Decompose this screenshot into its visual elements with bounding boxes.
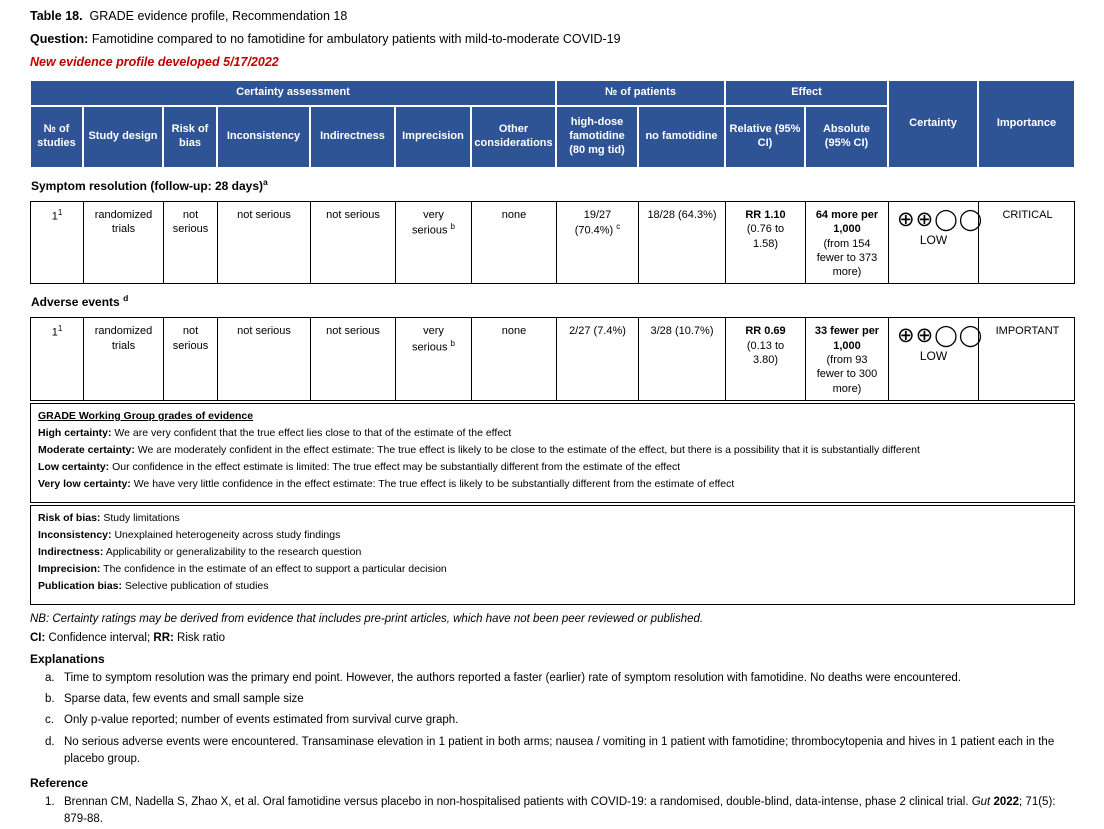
definition-label: Low certainty:	[38, 460, 110, 473]
imprecision-value: very serious	[412, 325, 448, 354]
cell-inconsistency: not serious	[218, 318, 311, 399]
explanation-marker: d.	[45, 735, 55, 748]
reference-heading: Reference	[30, 776, 89, 791]
imprecision-value: very serious	[412, 209, 448, 237]
relative-effect-value: RR 1.10	[745, 209, 786, 221]
table-row	[30, 201, 1075, 284]
explanation-item-b	[30, 691, 1075, 708]
section-heading-footnote-sup: a	[263, 177, 268, 187]
grade-definition-low	[38, 459, 1067, 476]
explanation-marker: c.	[45, 714, 54, 727]
certainty-rating-label: LOW	[919, 233, 948, 247]
reference-text	[64, 794, 1075, 829]
explanation-item-a	[30, 670, 1075, 687]
group-header-n-of-patients: № of patients	[556, 80, 725, 106]
reference-text-pre: Brennan CM, Nadella S, Zhao X, et al. Oral famotidine versus placebo in non-hospitalised patients with COVID-19: a randomised, double-blind, data-intense, phase 2 clinical trial.	[64, 796, 972, 809]
definition-label: Imprecision:	[38, 562, 101, 575]
reference-journal: Gut	[971, 796, 991, 809]
definition-inconsistency	[38, 527, 1067, 544]
cell-study-design: randomized trials	[84, 202, 164, 283]
relative-effect-ci: (0.76 to 1.58)	[746, 223, 785, 250]
absolute-effect-ci: (from 93 fewer to 300 more)	[816, 354, 878, 395]
cell-no-famotidine-events: 18/28 (64.3%)	[639, 202, 726, 283]
section-heading-footnote-sup: d	[123, 293, 129, 304]
grade-box-heading: GRADE Working Group grades of evidence	[38, 409, 254, 422]
column-header-certainty: Certainty	[888, 80, 978, 168]
new-evidence-notice: New evidence profile developed 5/17/2022	[30, 55, 279, 69]
absolute-effect-ci: (from 154 fewer to 373 more)	[816, 237, 878, 279]
cell-importance: CRITICAL	[1002, 209, 1053, 221]
explanation-item-d	[30, 734, 1075, 769]
explanation-text: Only p-value reported; number of events estimated from survival curve graph.	[64, 714, 459, 727]
cell-imprecision	[396, 202, 472, 283]
reference-year: 2022	[990, 796, 1020, 809]
cell-other-considerations: none	[472, 202, 557, 283]
imprecision-sup: b	[450, 222, 455, 232]
cell-famotidine-events	[557, 202, 639, 283]
section-heading-text: Symptom resolution (follow-up: 28 days)	[31, 179, 264, 193]
grade-definition-very-low	[38, 476, 1067, 493]
n-studies-sup: 1	[57, 208, 63, 217]
definition-text: We are moderately confident in the effect estimate: The true effect is likely to be close to the estimate of the effect, but there is a possibility that it is substantially different	[134, 443, 920, 456]
column-header-imprecision: Imprecision	[395, 106, 471, 168]
cell-n-studies	[31, 318, 84, 399]
cell-absolute-effect	[806, 318, 889, 399]
definition-text: We are very confident that the true effect lies close to that of the estimate of the effect	[111, 426, 512, 439]
domain-definitions-box	[30, 505, 1075, 605]
cell-n-studies	[31, 202, 84, 283]
cell-famotidine-events: 2/27 (7.4%)	[557, 318, 639, 399]
cell-importance: IMPORTANT	[995, 325, 1060, 338]
imprecision-sup: b	[450, 338, 455, 348]
definition-imprecision	[38, 561, 1067, 578]
certainty-rating-symbols: ⊕⊕◯◯	[897, 208, 984, 231]
definition-risk-of-bias	[38, 510, 1067, 527]
explanation-item-c	[30, 712, 1075, 729]
column-header-indirectness: Indirectness	[310, 106, 395, 168]
definition-label: Inconsistency:	[38, 528, 112, 541]
certainty-rating-symbols: ⊕⊕◯◯	[897, 324, 984, 348]
definition-text: Applicability or generalizability to the research question	[103, 545, 362, 558]
explanation-marker: a.	[45, 671, 55, 684]
cell-study-design: randomized trials	[84, 318, 164, 399]
explanation-text: No serious adverse events were encountered. Transaminase elevation in 1 patient in both arms; nausea / vomiting in 1 patient with famotidine; thrombocytopenia and hives in 1 patient each in the placebo group.	[64, 735, 1055, 765]
definition-publication-bias	[38, 578, 1067, 595]
famotidine-value: 19/27 (70.4%)	[574, 209, 614, 237]
evidence-table-header	[30, 80, 1075, 168]
definition-text: Study limitations	[100, 511, 180, 524]
table-row	[30, 317, 1075, 400]
cell-certainty	[889, 318, 984, 399]
n-studies-value: 1	[51, 327, 58, 340]
explanation-marker: b.	[45, 693, 55, 706]
explanation-text: Time to symptom resolution was the primary end point. However, the authors reported a faster (earlier) rate of symptom resolution with famotidine. No deaths were encountered.	[64, 671, 961, 684]
definition-text: The confidence in the estimate of an effect to support a particular decision	[100, 562, 447, 575]
column-header-inconsistency: Inconsistency	[217, 106, 310, 168]
column-header-absolute: Absolute (95% CI)	[805, 106, 888, 168]
group-header-effect: Effect	[725, 80, 888, 106]
certainty-rating-label: LOW	[919, 349, 948, 364]
cell-risk-of-bias: not serious	[164, 318, 218, 399]
cell-relative-effect	[726, 318, 806, 399]
cell-no-famotidine-events: 3/28 (10.7%)	[639, 318, 726, 399]
column-header-n-of-studies: № of studies	[30, 106, 83, 168]
definition-label: Risk of bias:	[38, 511, 101, 524]
relative-effect-ci: (0.13 to 3.80)	[746, 339, 785, 367]
abbreviation-text-ci: Confidence interval;	[45, 631, 154, 644]
grade-definition-moderate	[38, 442, 1067, 459]
cell-indirectness: not serious	[311, 318, 396, 399]
column-header-high-dose-famotidine: high-dose famotidine (80 mg tid)	[556, 106, 638, 168]
table-caption-label: Table 18.	[30, 9, 83, 23]
abbreviation-text-rr: Risk ratio	[173, 631, 225, 644]
group-header-certainty-assessment: Certainty assessment	[30, 80, 556, 106]
grade-definition-high	[38, 425, 1067, 442]
column-header-relative: Relative (95% CI)	[725, 106, 805, 168]
table-caption-text: GRADE evidence profile, Recommendation 18	[89, 9, 348, 23]
absolute-effect-value: 64 more per 1,000	[815, 209, 879, 236]
column-header-importance: Importance	[978, 80, 1075, 168]
definition-text: Unexplained heterogeneity across study findings	[111, 528, 341, 541]
famotidine-sup: c	[616, 222, 621, 232]
cell-certainty	[889, 202, 984, 283]
column-header-study-design: Study design	[83, 106, 163, 168]
definition-text: Our confidence in the effect estimate is limited: The true effect may be substantially different from the estimate of the effect	[109, 460, 681, 473]
cell-indirectness: not serious	[311, 202, 396, 283]
n-studies-sup: 1	[57, 324, 63, 334]
cell-risk-of-bias: not serious	[164, 202, 218, 283]
definition-label: Publication bias:	[38, 579, 123, 592]
table-caption	[30, 9, 1075, 24]
reference-marker: 1.	[45, 796, 55, 809]
cell-relative-effect	[726, 202, 806, 283]
section-heading-adverse-events	[31, 293, 1075, 309]
column-header-risk-of-bias: Risk of bias	[163, 106, 217, 168]
column-header-other-considerations: Other considerations	[471, 106, 556, 168]
abbreviation-label-ci: CI:	[30, 631, 46, 644]
abbreviations-line	[30, 632, 1075, 644]
question-label: Question:	[30, 32, 89, 46]
question-line	[30, 32, 1075, 47]
definition-label: Indirectness:	[38, 545, 104, 558]
nb-note: NB: Certainty ratings may be derived from evidence that includes pre-print articles, which have not been peer reviewed or published.	[30, 612, 704, 625]
question-text: Famotidine compared to no famotidine for ambulatory patients with mild-to-moderate COVID-19	[91, 32, 621, 46]
column-header-no-famotidine: no famotidine	[638, 106, 725, 168]
n-studies-value: 1	[51, 210, 58, 223]
section-heading-symptom-resolution	[31, 177, 1075, 193]
section-heading-text: Adverse events	[31, 295, 120, 310]
absolute-effect-value: 33 fewer per 1,000	[814, 325, 880, 352]
definition-text: Selective publication of studies	[122, 579, 269, 592]
reference-item-1	[30, 794, 1075, 829]
definition-label: High certainty:	[38, 426, 112, 439]
abbreviation-label-rr: RR:	[153, 631, 174, 644]
cell-inconsistency: not serious	[218, 202, 311, 283]
explanation-text: Sparse data, few events and small sample size	[64, 693, 304, 706]
definition-label: Moderate certainty:	[38, 443, 135, 456]
reference-text-post: ; 71(5): 879-88.	[64, 796, 1056, 826]
definition-text: We have very little confidence in the effect estimate: The true effect is likely to be substantially different from the estimate of effect	[130, 477, 735, 490]
cell-other-considerations: none	[472, 318, 557, 399]
relative-effect-value: RR 0.69	[745, 325, 786, 338]
explanations-heading: Explanations	[30, 651, 105, 666]
definition-label: Very low certainty:	[38, 477, 131, 490]
cell-imprecision	[396, 318, 472, 399]
definition-indirectness	[38, 544, 1067, 561]
grade-grades-box	[30, 403, 1075, 503]
cell-absolute-effect	[806, 202, 889, 283]
